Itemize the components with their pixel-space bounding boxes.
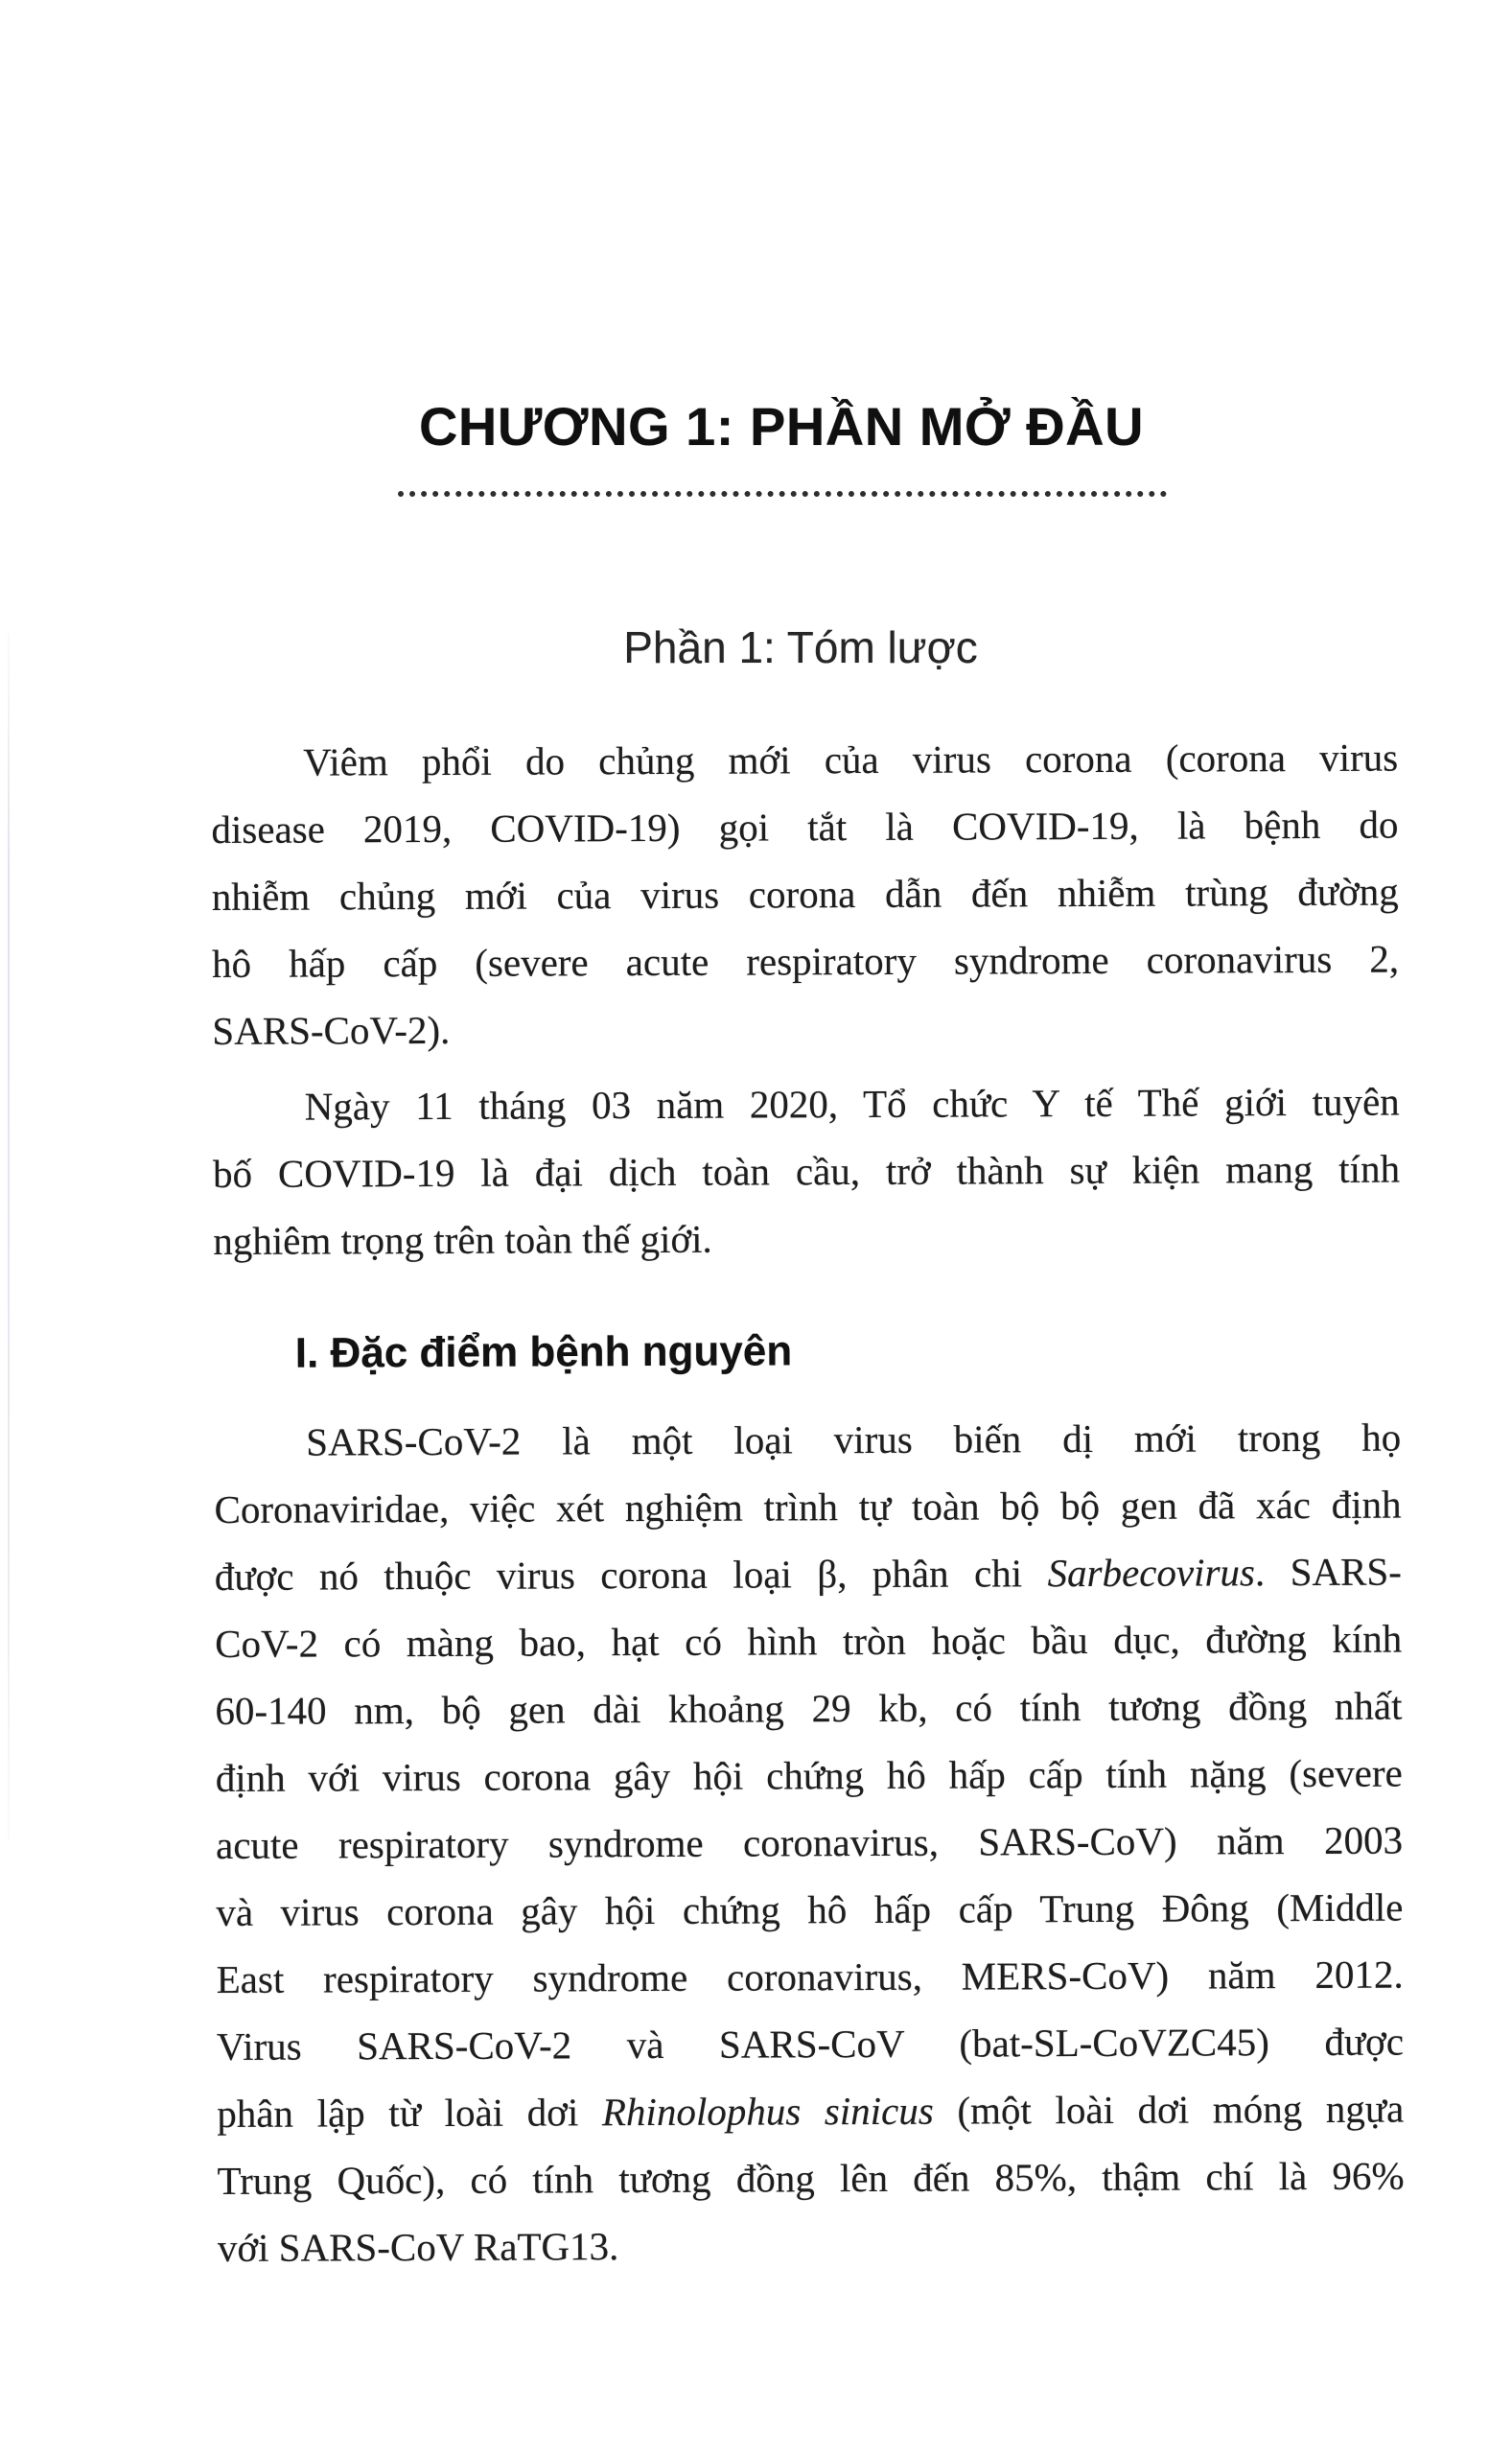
text-line: SARS-CoV-2). <box>212 1007 451 1053</box>
text-line: Ngày 11 tháng 03 năm 2020, Tổ chức Y tế Thế giới tuyên <box>304 1079 1400 1129</box>
text-line: Viêm phổi do chủng mới của virus corona (corona virus <box>303 735 1399 784</box>
text-line: với SARS-CoV RaTG13. <box>217 2224 619 2270</box>
text-line: định với virus corona gây hội chứng hô hấp cấp tính nặng (severe <box>215 1750 1403 1800</box>
text-line: 60-140 nm, bộ gen dài khoảng 29 kb, có tính tương đồng nhất <box>215 1683 1403 1733</box>
text-line: Coronaviridae, việc xét nghiệm trình tự toàn bộ bộ gen đã xác định <box>214 1482 1402 1531</box>
text-line: nghiêm trọng trên toàn thế giới. <box>213 1216 712 1263</box>
italic-term: Sarbecovirus <box>1047 1550 1256 1596</box>
body-text <box>211 724 1405 2290</box>
text-line: và virus corona gây hội chứng hô hấp cấp Trung Đông (Middle <box>216 1884 1404 1934</box>
text-line: disease 2019, COVID-19) gọi tắt là COVID-19, là bệnh do <box>211 802 1399 852</box>
text-line: bố COVID-19 là đại dịch toàn cầu, trở thành sự kiện mang tính <box>212 1146 1401 1196</box>
text-line: acute respiratory syndrome coronavirus, SARS-CoV) năm 2003 <box>215 1817 1404 1867</box>
title-underline-dotted <box>398 491 1167 497</box>
paragraph <box>211 724 1400 1064</box>
paragraph <box>213 1068 1401 1274</box>
text-line: CoV-2 có màng bao, hạt có hình tròn hoặc bầu dục, đường kính <box>215 1616 1403 1666</box>
text-line: nhiễm chủng mới của virus corona dẫn đến nhiễm trùng đường <box>211 869 1399 919</box>
text-line: Trung Quốc), có tính tương đồng lên đến 85%, thậm chí là 96% <box>217 2153 1405 2203</box>
text-line: hô hấp cấp (severe acute respiratory syndrome coronavirus 2, <box>211 936 1400 986</box>
scan-artifact-line <box>8 633 10 1841</box>
chapter-title: CHƯƠNG 1: PHẦN MỞ ĐẦU <box>418 396 1145 456</box>
text-line: phân lập từ loài dơi Rhinolophus sinicus (một loài dơi móng ngựa <box>217 2086 1405 2136</box>
text-line: được nó thuộc virus corona loại β, phân chi Sarbecovirus. SARS- <box>214 1549 1402 1599</box>
text-line: East respiratory syndrome coronavirus, MERS-CoV) năm 2012. <box>216 1952 1404 2001</box>
section-title: Phần 1: Tóm lược <box>623 622 978 672</box>
italic-term: Rhinolophus sinicus <box>601 2088 934 2135</box>
text-line: SARS-CoV-2 là một loại virus biến dị mới trong họ <box>306 1415 1402 1464</box>
paragraph <box>214 1404 1405 2281</box>
section-heading: I. Đặc điểm bệnh nguyên <box>294 1327 793 1377</box>
text-line: Virus SARS-CoV-2 và SARS-CoV (bat-SL-CoVZC45) được <box>216 2019 1405 2069</box>
